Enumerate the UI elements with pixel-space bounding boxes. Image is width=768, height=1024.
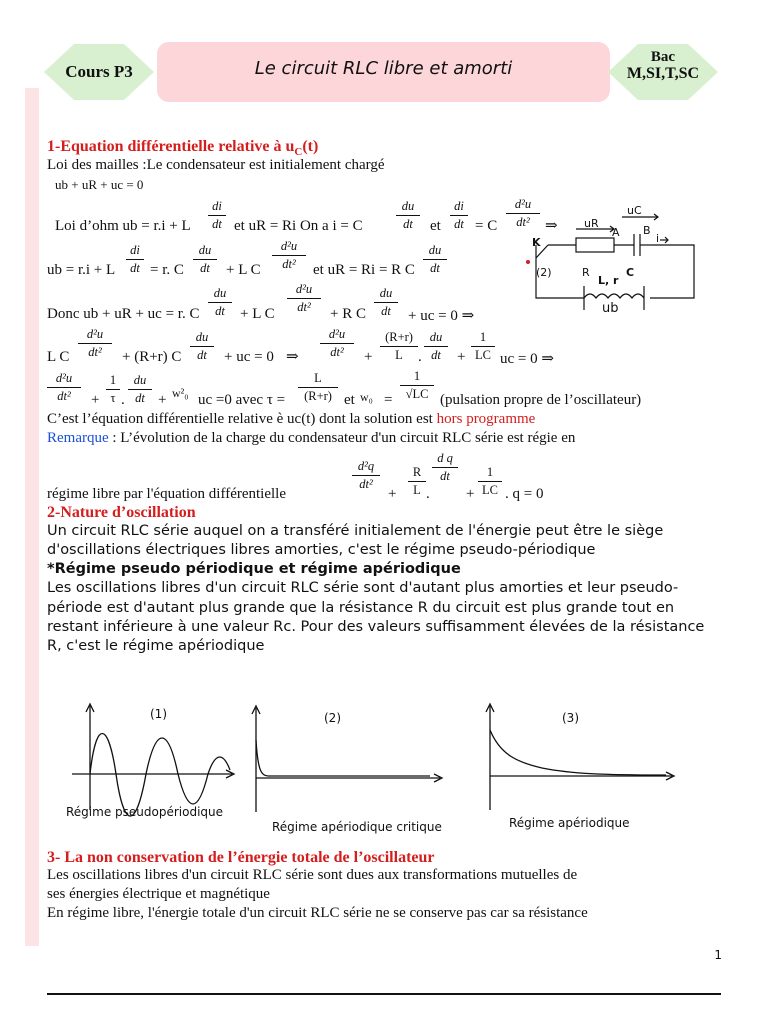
frac-num: d²u [280,239,298,253]
frac-num: d²u [295,282,313,296]
circuit-label-lr: L, r [598,274,619,287]
graph1-caption: Régime pseudopériodique [66,805,224,819]
frac-den: dt [403,216,413,231]
solution-line [47,411,535,428]
frac-num: d²q [357,459,375,473]
final-tail: uc =0 avec τ = [198,392,286,408]
circuit-label-uc: uC [627,204,642,217]
frac-1-lc-1 [471,331,495,361]
frac-num: du [379,286,393,300]
right-badge-line1: Bac [650,49,676,65]
frac-d2uc-dt2-6 [47,372,81,402]
ub-line-tail: et uR = Ri = R C [313,262,415,278]
frac-den: LC [475,347,491,362]
frac-den: dt [430,260,440,275]
circuit-label-2: (2) [536,266,552,279]
section2-heading: 2-Nature d’oscillation [47,504,196,521]
lc-right-plus2: + [457,349,466,365]
remark-dot: . [426,486,430,502]
remark-plus2: + [466,486,475,502]
lc-right-plus: + [364,349,373,365]
frac-1-tau [106,374,120,404]
frac-den: dt [381,303,391,318]
section2-p2: d'oscillations électriques libres amorties, c'est le régime pseudo-périodique [47,542,596,558]
frac-d2uc-dt2-5 [320,328,354,358]
frac-den: L [395,347,403,362]
frac-duc-dt-1 [396,200,420,230]
frac-r-l [408,466,426,496]
frac-num: di [212,199,222,213]
graph-critical [240,700,450,820]
left-badge [40,40,158,104]
solution-line-red: hors programme [436,411,536,427]
ohm-law-text: Loi d’ohm ub = r.i + L [55,218,191,234]
frac-den: L [413,482,421,497]
graph2-label: (2) [324,711,341,725]
ub-line-text: ub = r.i + L [47,262,116,278]
donc-line-tail: + uc = 0 ⇒ [408,308,475,324]
frac-duc-dt-7 [424,331,448,361]
frac-den: dt [135,390,145,405]
graph3-caption: Régime apériodique [509,816,630,830]
frac-den: dt [215,303,225,318]
frac-di-dt-3 [126,244,144,274]
frac-di-dt-1 [208,200,226,230]
frac-d2uc-dt2-3 [287,283,321,313]
final-plus2: + [158,392,167,408]
frac-den: dt² [88,344,102,359]
frac-den: dt [431,347,441,362]
frac-rr-l [380,331,418,361]
donc-line-plus1: + L C [240,306,275,322]
graph3-label: (3) [562,711,579,725]
graph1-label: (1) [150,707,167,721]
frac-duc-dt-2 [193,244,217,274]
circuit-label-c: C [626,266,635,279]
frac-num: di [130,243,140,257]
ub-line-plus: + L C [226,262,261,278]
frac-den: dt [200,260,210,275]
lc-line-tail: + uc = 0 [224,349,274,365]
frac-num: d²u [55,371,73,385]
final-and: et [344,392,355,408]
remark-plus: + [388,486,397,502]
frac-di-dt-2 [450,200,468,230]
frac-num: 1 [486,465,494,479]
graph-aperiodic [476,700,676,815]
circuit-label-k: K [532,236,541,249]
frac-num: 1 [109,373,117,387]
frac-1-sqrt-lc [400,370,434,400]
lc-right-tail: uc = 0 ⇒ [500,351,554,367]
frac-den: dt² [297,299,311,314]
frac-d2q-dt2 [352,460,380,490]
switch-contact-icon [526,260,530,264]
side-decoration-bar [25,88,39,946]
frac-duc-dt-6 [190,331,214,361]
frac-num: d²u [514,197,532,211]
circuit-label-b: B [643,224,651,237]
frac-l-rr [298,372,338,402]
section2-p3: Les oscillations libres d'un circuit RLC série sont d'autant plus amorties et leur pseudo- [47,580,679,596]
frac-num: L [314,371,322,385]
frac-num: d q [437,451,453,465]
right-badge [604,40,722,104]
frac-num: du [401,199,415,213]
omega0: w₀ [360,390,373,404]
ub-line-mid: = r. C [150,262,184,278]
implies-arrow-2: ⇒ [286,349,299,365]
remark-line2: régime libre par l'équation différentielle [47,486,286,502]
frac-num: du [429,330,443,344]
section2-subheading: *Régime pseudo périodique et régime apériodique [47,561,461,577]
lc-line-text: L C [47,349,70,365]
rlc-circuit-diagram [520,200,730,316]
remark-label: Remarque [47,430,109,446]
ohm-law-mid: et uR = Ri On a i = C [234,218,363,234]
footer-rule [47,993,721,995]
remark-line [47,430,721,447]
section2-p6: R, c'est le régime apériodique [47,638,265,654]
lc-line-plus: + (R+r) C [122,349,182,365]
frac-den: dt [130,260,140,275]
section3-p2: ses énergies électrique et magnétique [47,886,270,902]
solution-line-text: C’est l’équation différentielle relative è uc(t) dont la solution est [47,411,437,427]
mesh-sum-equation: ub + uR + uc = 0 [55,177,144,192]
frac-duc-dt-8 [128,374,152,404]
section1-heading [47,138,318,158]
frac-den: dt² [57,388,71,403]
frac-num: du [213,286,227,300]
circuit-label-a: A [612,226,620,239]
frac-1-lc-2 [478,466,502,496]
section3-heading: 3- La non conservation de l’énergie totale de l’oscillateur [47,849,435,866]
frac-duc-dt-5 [374,287,398,317]
circuit-label-i: i [656,232,660,245]
frac-den: dt² [330,344,344,359]
graph2-caption: Régime apériodique critique [272,820,442,834]
frac-num: d²u [328,327,346,341]
frac-dq-dt [432,452,458,482]
circuit-label-r: R [582,266,590,279]
frac-num: d²u [86,327,104,341]
frac-den: dt² [359,476,373,491]
ohm-law-and: et [430,218,441,234]
frac-num: 1 [479,330,487,344]
frac-d2uc-dt2-4 [78,328,112,358]
circuit-label-ub: ub [602,301,619,316]
frac-num: R [412,465,422,479]
final-note: (pulsation propre de l’oscillateur) [440,392,642,408]
lc-right-dot: . [418,349,422,365]
frac-den: (R+r) [304,388,332,403]
donc-line-plus2: + R C [330,306,366,322]
section2-p1: Un circuit RLC série auquel on a transféré initialement de l'énergie peut être le siège [47,523,664,539]
right-badge-line2: M,SI,T,SC [626,65,700,82]
left-badge-text: Cours P3 [65,62,133,81]
frac-den: LC [482,482,498,497]
remark-tail: . q = 0 [505,486,544,502]
frac-num: (R+r) [385,330,413,344]
frac-num: du [133,373,147,387]
section3-p3: En régime libre, l'énergie totale d'un circuit RLC série ne se conserve pas car sa résistance [47,905,588,921]
frac-den: dt² [282,256,296,271]
section2-p4: période est d'autant plus grande que la résistance R du circuit est plus grande tout en [47,600,675,616]
frac-num: du [428,243,442,257]
final-eq: = [384,392,393,408]
donc-line-text: Donc ub + uR + uc = r. C [47,306,200,322]
frac-den: √LC [405,386,429,401]
section1-heading-sub: C [294,146,303,159]
final-plus: + [91,392,100,408]
frac-num: 1 [413,369,421,383]
section1-heading-tail: (t) [302,138,319,155]
frac-den: τ [110,390,116,405]
frac-num: du [198,243,212,257]
frac-den: dt [440,468,450,483]
frac-duc-dt-3 [423,244,447,274]
section2-p5: restant inférieure à une valeur Rc. Pour des valeurs suffisamment élevées de la résistance [47,619,705,635]
final-dot: . [121,392,125,408]
frac-duc-dt-4 [208,287,232,317]
frac-num: du [195,330,209,344]
frac-num: di [454,199,464,213]
frac-den: dt [454,216,464,231]
omega0-squared: w²₀ [172,386,189,400]
section1-heading-text: 1-Equation différentielle relative à u [47,138,295,155]
page-title: Le circuit RLC libre et amorti [254,58,513,79]
frac-den: dt [212,216,222,231]
frac-den: dt² [516,214,530,229]
circuit-label-ur: uR [584,217,599,230]
remark-text: : L’évolution de la charge du condensateur d'un circuit RLC série est régie en [108,430,576,446]
frac-den: dt [197,347,207,362]
frac-d2uc-dt2-2 [272,240,306,270]
graph-pseudo-periodic [60,700,240,820]
mesh-law-line: Loi des mailles :Le condensateur est initialement chargé [47,157,385,173]
page-number: 1 [714,948,722,962]
section3-p1: Les oscillations libres d'un circuit RLC série sont dues aux transformations mutuelles de [47,867,578,883]
implies-arrow-1: ⇒ [545,218,558,234]
ohm-law-eq: = C [475,218,498,234]
